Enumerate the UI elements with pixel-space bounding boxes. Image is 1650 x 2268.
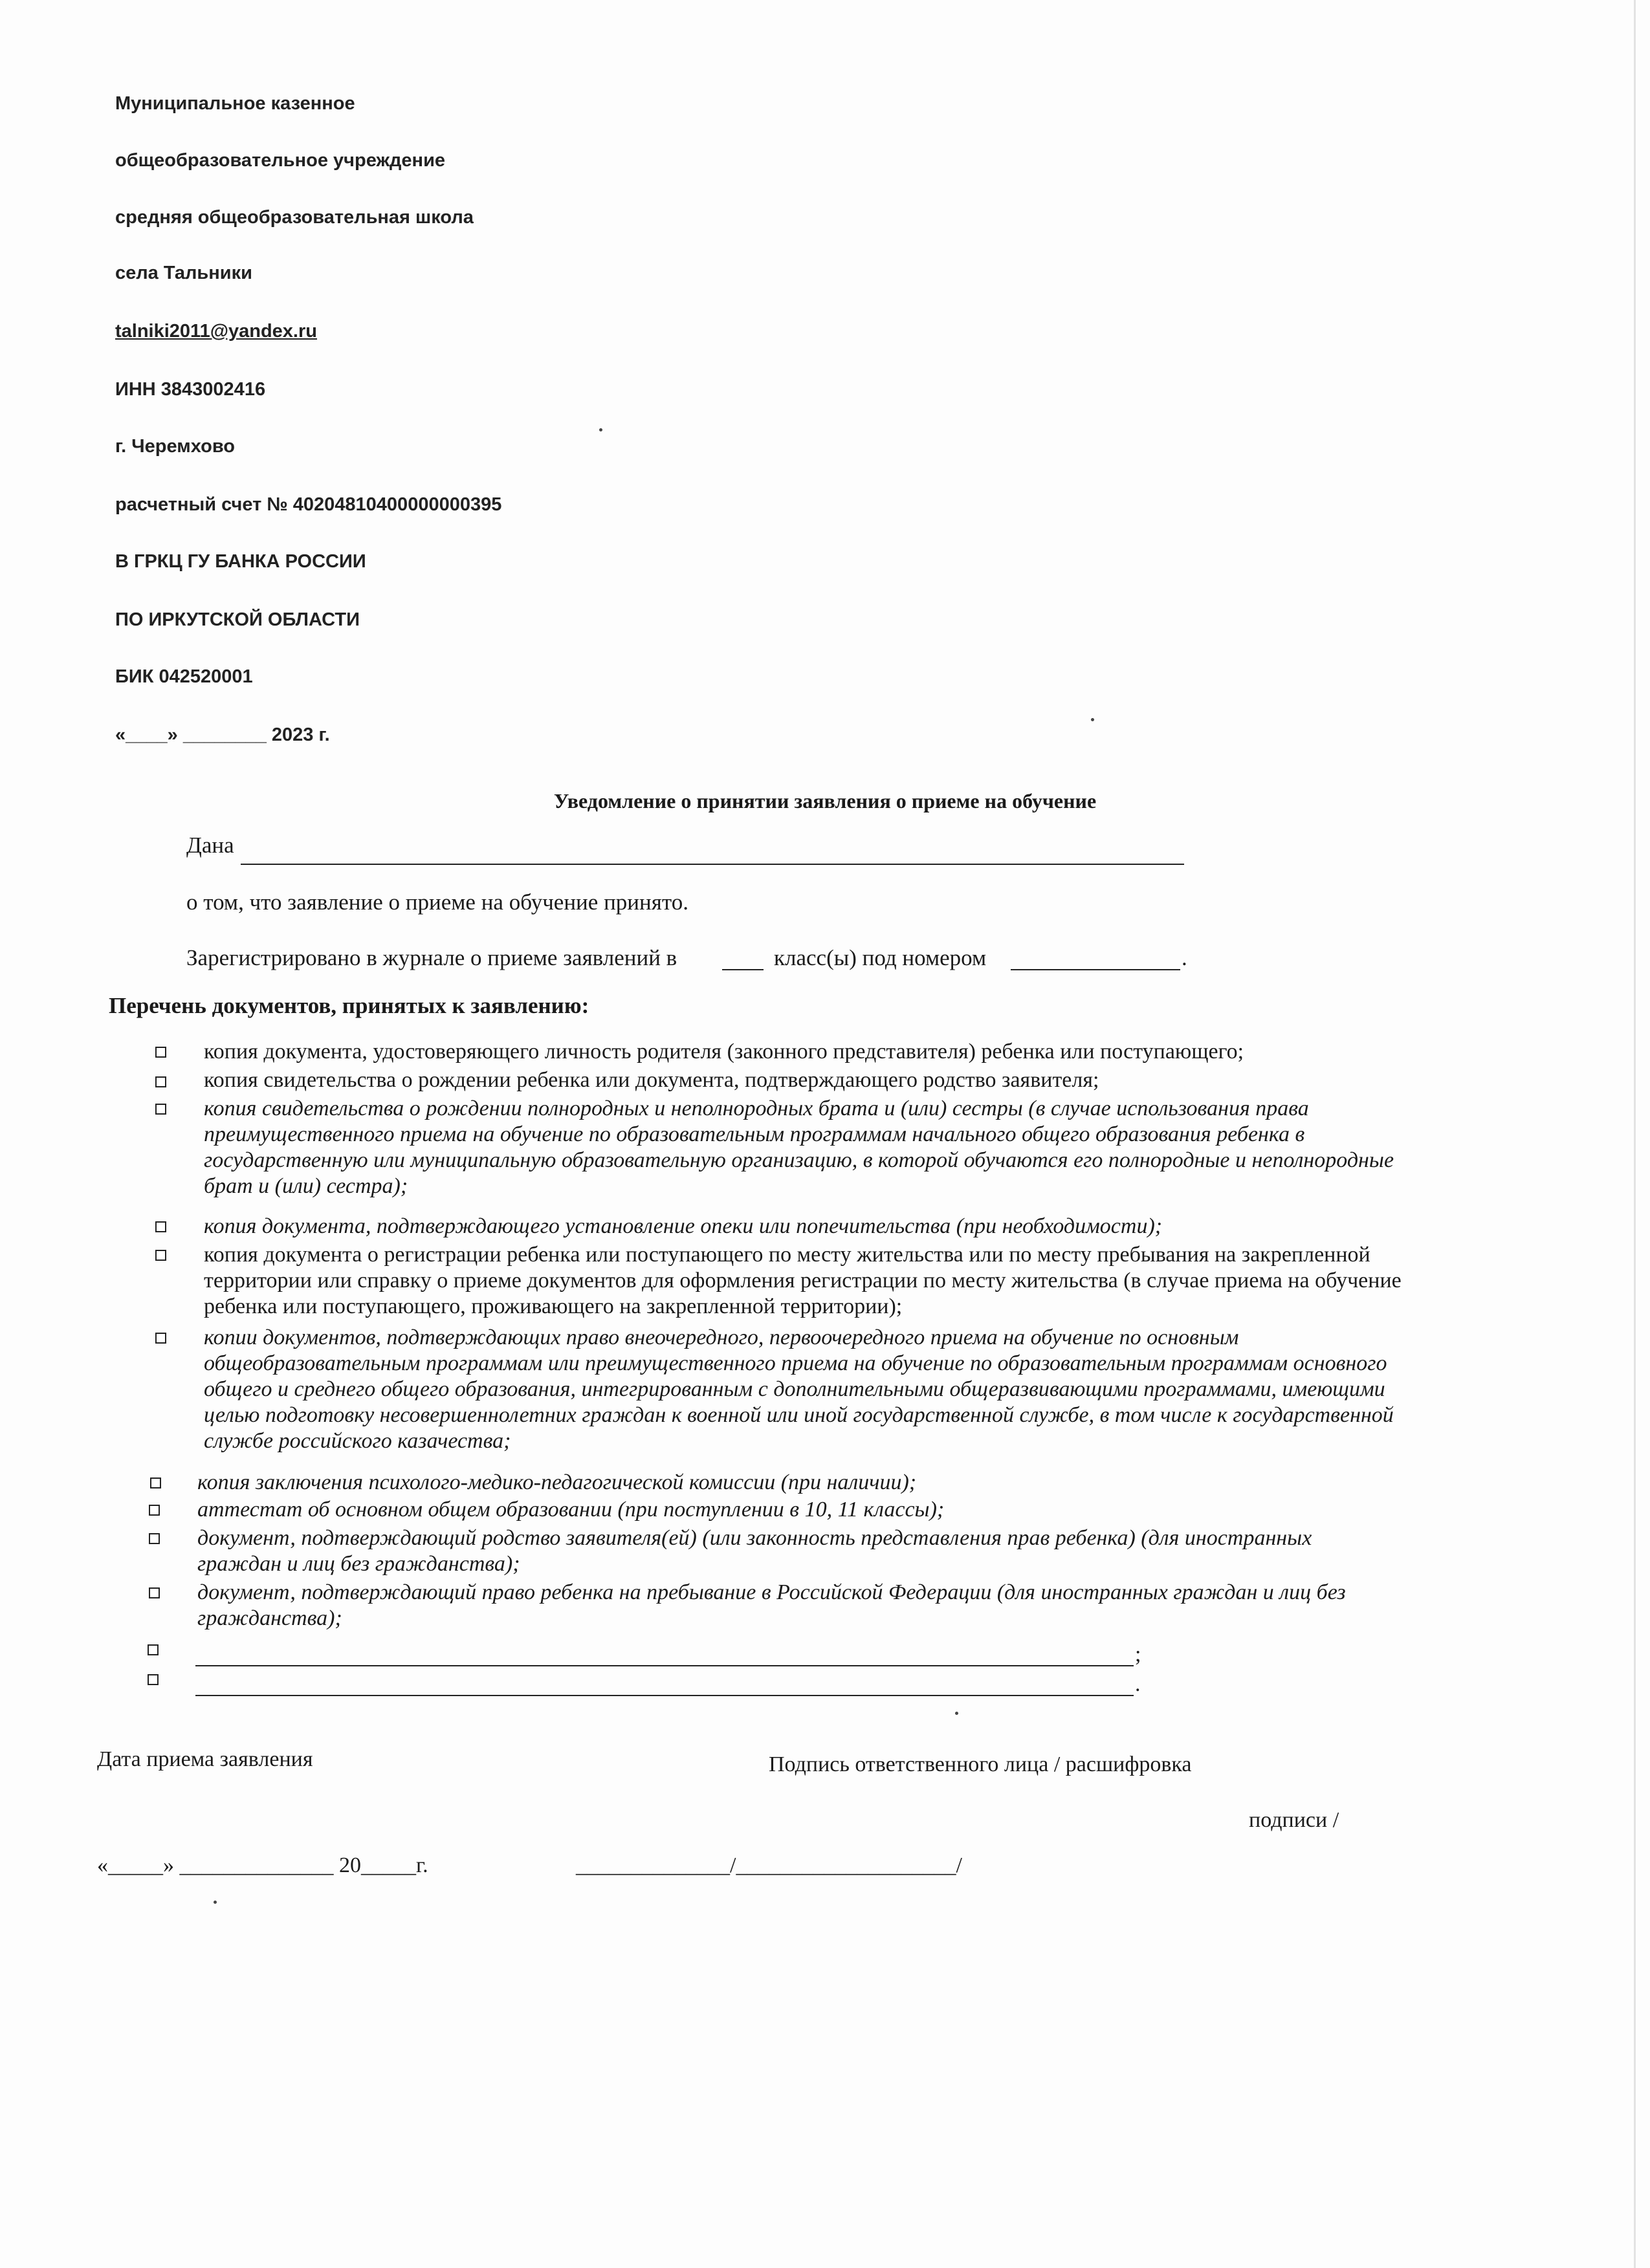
signature-label-2: подписи / [1249,1808,1339,1832]
doc-item-7: копия заключения психолого-медико-педагогической комиссии (при наличии); [197,1470,917,1494]
header-line-4: села Тальники [115,263,252,283]
registered-text-1: Зарегистрировано в журнале о приеме заявлений в [186,945,677,970]
header-line-1: Муниципальное казенное [115,93,355,114]
header-line-2: общеобразовательное учреждение [115,150,446,171]
given-label: Дана [186,833,234,858]
document-title: Уведомление о принятии заявления о приеме на обучение [553,789,1097,812]
registered-text-2: класс(ы) под номером [774,945,987,970]
signature-label: Подпись ответственного лица / расшифровка [769,1752,1192,1776]
checkbox-doc-10[interactable] [149,1587,160,1598]
header-city: г. Черемхово [115,436,235,457]
checkbox-doc-7[interactable] [150,1477,161,1488]
blank-item-end-2: . [1135,1672,1141,1696]
blank-item-field-1[interactable] [195,1665,1134,1666]
doc-item-3: копия свидетельства о рождении полнородных и неполнородных брата и (или) сестры (в случае использования права преимущественного приема на обучение по образовательным программам начального общего образования ребенка в государственную или муниципальную образовательную организацию, в которой обучаются его полнородные и неполнородные брат и (или) сестра); [204,1096,1394,1198]
header-account: расчетный счет № 40204810400000000395 [115,494,502,515]
blank-item-end-1: ; [1135,1642,1141,1666]
scan-edge [1634,0,1636,2268]
accepted-text: о том, что заявление о приеме на обучение принято. [186,889,688,915]
doc-item-1: копия документа, удостоверяющего личность родителя (законного представителя) ребенка или поступающего; [204,1040,1244,1063]
signature-field[interactable]: ______________/____________________/ [576,1853,962,1877]
checkbox-doc-6[interactable] [155,1333,166,1344]
application-date-label: Дата приема заявления [97,1747,313,1771]
given-to-field[interactable] [241,864,1184,865]
doc-item-4: копия документа, подтверждающего установление опеки или попечительства (при необходимости); [204,1214,1163,1238]
doc-item-6: копии документов, подтверждающих право внеочередного, первоочередного приема на обучение по основным общеобразовательным программам или преимущественного приема на обучение по образовательным программам основного общего и среднего общего образования, интегрированным с дополнительными общеразвивающими программами, имеющими целью подготовку несовершеннолетних граждан к военной или иной государственной службе, в том числе к государственной службе российского казачества; [204,1325,1394,1453]
checkbox-doc-5[interactable] [155,1250,166,1261]
documents-heading: Перечень документов, принятых к заявлению: [109,993,589,1018]
doc-item-5: копия документа о регистрации ребенка или поступающего по месту жительства или по месту пребывания на закрепленной территории или справку о приеме документов для оформления регистрации по месту жительства (в случае приема на обучение ребенка или поступающего, проживающего на закрепленной территории); [204,1243,1402,1318]
blank-item-field-2[interactable] [195,1695,1134,1696]
checkbox-doc-8[interactable] [149,1505,160,1516]
header-bik: БИК 042520001 [115,666,253,687]
header-bank: В ГРКЦ ГУ БАНКА РОССИИ [115,551,366,572]
doc-item-2: копия свидетельства о рождении ребенка или документа, подтверждающего родство заявителя; [204,1068,1099,1092]
scan-speck [599,428,602,431]
checkbox-doc-1[interactable] [155,1047,166,1058]
registration-number-field[interactable] [1011,969,1180,970]
header-email-link[interactable]: talniki2011@yandex.ru [115,321,317,342]
application-date-field[interactable]: «_____» ______________ 20_____г. [97,1853,428,1877]
doc-item-8: аттестат об основном общем образовании (при поступлении в 10, 11 классы); [197,1498,945,1521]
scan-speck [214,1901,217,1904]
scan-speck [1091,718,1094,721]
doc-item-9: документ, подтверждающий родство заявителя(ей) (или законность представления прав ребенка) (для иностранных граждан и лиц без гражданства); [197,1526,1312,1576]
header-line-3: средняя общеобразовательная школа [115,207,474,228]
checkbox-doc-4[interactable] [155,1221,166,1232]
doc-item-10: документ, подтверждающий право ребенка на пребывание в Российской Федерации (для иностранных граждан и лиц без гражданства); [197,1580,1346,1630]
class-field[interactable] [722,969,764,970]
checkbox-doc-9[interactable] [149,1533,160,1544]
checkbox-blank-2[interactable] [148,1674,159,1685]
checkbox-blank-1[interactable] [148,1644,159,1655]
scan-speck [955,1712,958,1715]
header-date-line: «____» ________ 2023 г. [115,725,330,745]
header-region: ПО ИРКУТСКОЙ ОБЛАСТИ [115,609,360,630]
registered-end: . [1182,945,1187,970]
checkbox-doc-3[interactable] [155,1104,166,1115]
checkbox-doc-2[interactable] [155,1076,166,1087]
header-inn: ИНН 3843002416 [115,379,266,400]
